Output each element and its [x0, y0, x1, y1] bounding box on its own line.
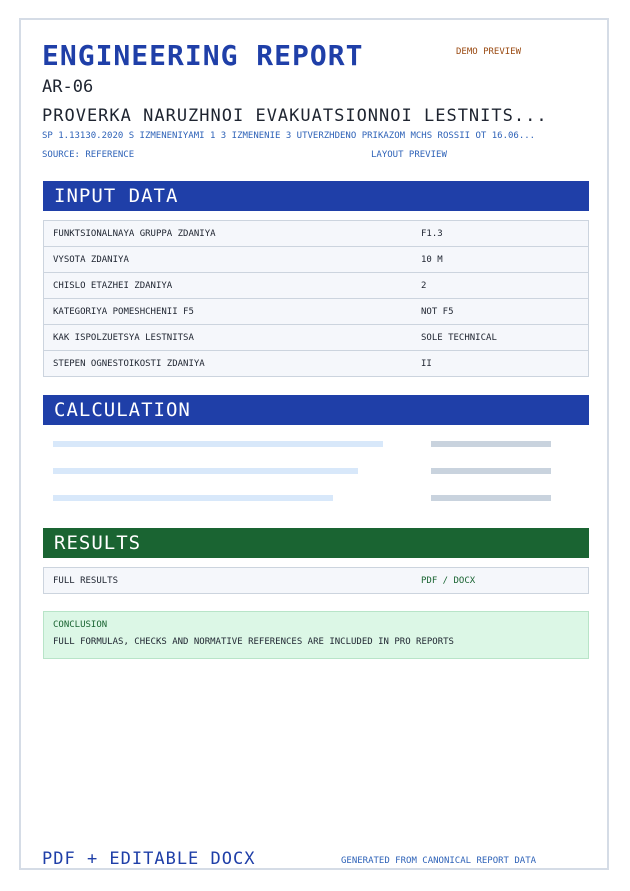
table-row	[43, 220, 589, 247]
row-value: 10 M	[421, 255, 443, 265]
report-title: ENGINEERING REPORT	[42, 39, 364, 72]
conclusion-box	[43, 611, 589, 659]
redacted-value	[431, 441, 551, 447]
conclusion-heading: CONCLUSION	[53, 620, 108, 630]
redacted-line	[53, 468, 358, 474]
results-header: RESULTS	[43, 528, 589, 558]
row-value: F1.3	[421, 229, 443, 239]
input-data-header: INPUT DATA	[43, 181, 589, 211]
results-label: FULL RESULTS	[53, 576, 119, 586]
row-label: CHISLO ETAZHEI ZDANIYA	[53, 281, 173, 291]
results-row	[43, 567, 589, 594]
report-name: PROVERKA NARUZHNOI EVAKUATSIONNOI LESTNITS...	[42, 106, 548, 126]
redacted-line	[53, 495, 333, 501]
report-page	[19, 18, 609, 870]
conclusion-text: FULL FORMULAS, CHECKS AND NORMATIVE REFERENCES ARE INCLUDED IN PRO REPORTS	[53, 637, 454, 647]
row-label: VYSOTA ZDANIYA	[53, 255, 129, 265]
table-row	[43, 298, 589, 325]
row-label: KAK ISPOLZUETSYA LESTNITSA	[53, 333, 194, 343]
table-row	[43, 324, 589, 351]
report-code: AR-06	[42, 77, 94, 97]
row-value: 2	[421, 281, 427, 291]
input-data-table	[43, 220, 589, 377]
row-value: NOT F5	[421, 307, 454, 317]
table-row	[43, 350, 589, 377]
footer-formats: PDF + EDITABLE DOCX	[42, 849, 256, 869]
redacted-line	[53, 441, 383, 447]
footer-generated-note: GENERATED FROM CANONICAL REPORT DATA	[341, 856, 537, 866]
results-formats: PDF / DOCX	[421, 576, 476, 586]
row-label: FUNKTSIONALNAYA GRUPPA ZDANIYA	[53, 229, 216, 239]
calculation-header: CALCULATION	[43, 395, 589, 425]
redacted-value	[431, 468, 551, 474]
row-label: STEPEN OGNESTOIKOSTI ZDANIYA	[53, 359, 205, 369]
demo-preview-badge: DEMO PREVIEW	[456, 47, 522, 57]
layout-label: LAYOUT PREVIEW	[371, 150, 447, 160]
row-value: II	[421, 359, 432, 369]
table-row	[43, 272, 589, 299]
row-label: KATEGORIYA POMESHCHENII F5	[53, 307, 194, 317]
source-label: SOURCE: REFERENCE	[42, 150, 135, 160]
table-row	[43, 246, 589, 273]
report-subtitle: SP 1.13130.2020 S IZMENENIYAMI 1 3 IZMENENIE 3 UTVERZHDENO PRIKAZOM MCHS ROSSII OT 16.06...	[42, 131, 536, 141]
redacted-value	[431, 495, 551, 501]
row-value: SOLE TECHNICAL	[421, 333, 497, 343]
